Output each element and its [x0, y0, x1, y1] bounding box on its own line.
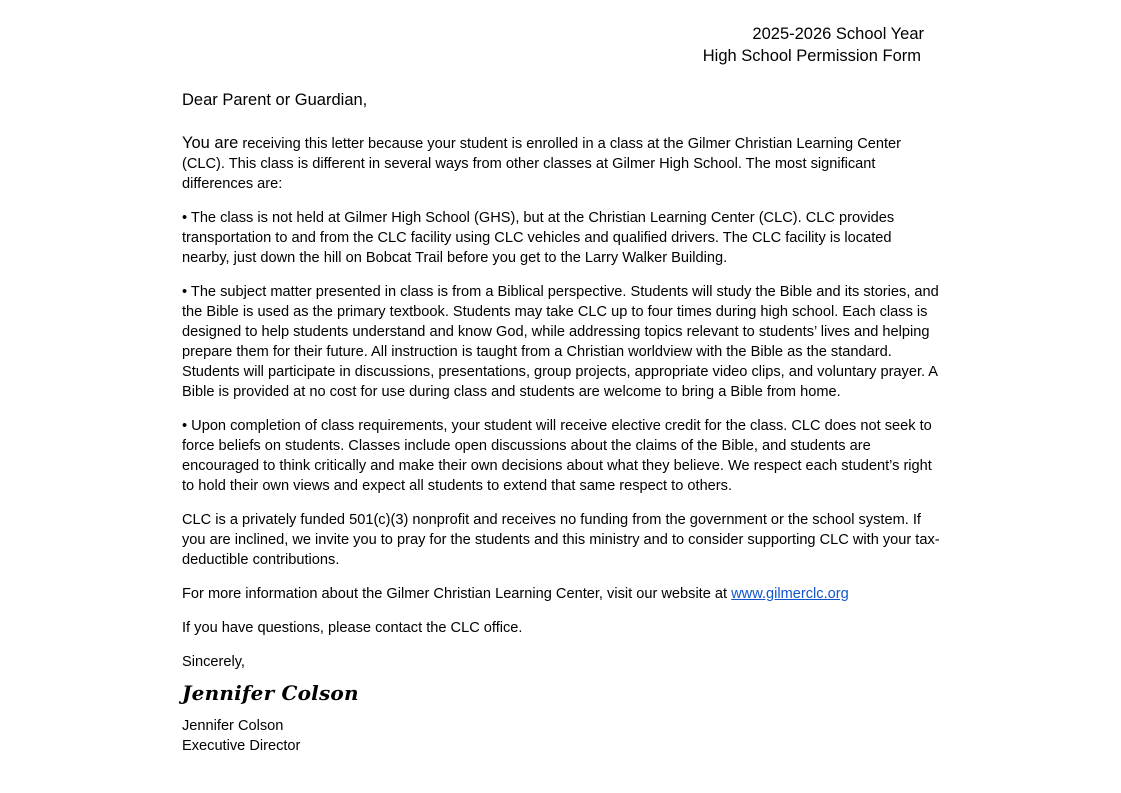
bullet-subject-matter: • The subject matter presented in class is from a Biblical perspective. Students will study the Bible and its stories, and the Bible is used as the primary textbook. Students may take CLC up to four times during high school. Each class is designed to help students understand and know God, while addressing topics relevant to students’ lives and helping prepare them for their future. All instruction is taught from a Christian worldview with the Bible as the standard. Students will participate in discussions, presentations, group projects, appropriate video clips, and voluntary prayer. A Bible is provided at no cost for use during class and students are welcome to bring a Bible from home. — [182, 284, 939, 400]
info-text: For more information about the Gilmer Christian Learning Center, visit our website at — [182, 586, 732, 602]
intro-lead: You are — [182, 134, 239, 152]
signature: Jennifer Colson — [182, 681, 359, 705]
letter-body — [182, 89, 942, 756]
school-year-heading: 2025-2026 School Year — [752, 25, 924, 43]
funding-paragraph: CLC is a privately funded 501(c)(3) nonprofit and receives no funding from the government or the school system. If you are inclined, we invite you to pray for the students and this ministry and to consider supporting CLC with your tax-deductible contributions. — [182, 512, 940, 568]
bullet-location: • The class is not held at Gilmer High School (GHS), but at the Christian Learning Center (CLC). CLC provides transportation to and from the CLC facility using CLC vehicles and qualified drivers. The CLC facility is located nearby, just down the hill on Bobcat Trail before you get to the Larry Walker Building. — [182, 210, 895, 266]
intro-paragraph — [182, 133, 942, 194]
closing: Sincerely, — [182, 654, 245, 670]
signer-name: Jennifer Colson — [182, 718, 284, 734]
website-link[interactable]: www.gilmerclc.org — [731, 586, 849, 602]
intro-text: receiving this letter because your student is enrolled in a class at the Gilmer Christian Learning Center (CLC). This class is different in several ways from other classes at Gilmer High School. The most significant differences are: — [182, 136, 902, 192]
greeting: Dear Parent or Guardian, — [182, 91, 368, 109]
signer-title: Executive Director — [182, 738, 301, 754]
form-header — [703, 23, 924, 67]
form-title: High School Permission Form — [702, 47, 921, 65]
info-paragraph — [182, 584, 942, 604]
questions-paragraph: If you have questions, please contact the CLC office. — [182, 620, 523, 636]
bullet-credit: • Upon completion of class requirements, your student will receive elective credit for the class. CLC does not seek to force beliefs on students. Classes include open discussions about the claims of the Bible, and students are encouraged to think critically and make their own decisions about what they believe. We respect each student’s right to hold their own views and expect all students to extend that same respect to others. — [182, 418, 932, 494]
